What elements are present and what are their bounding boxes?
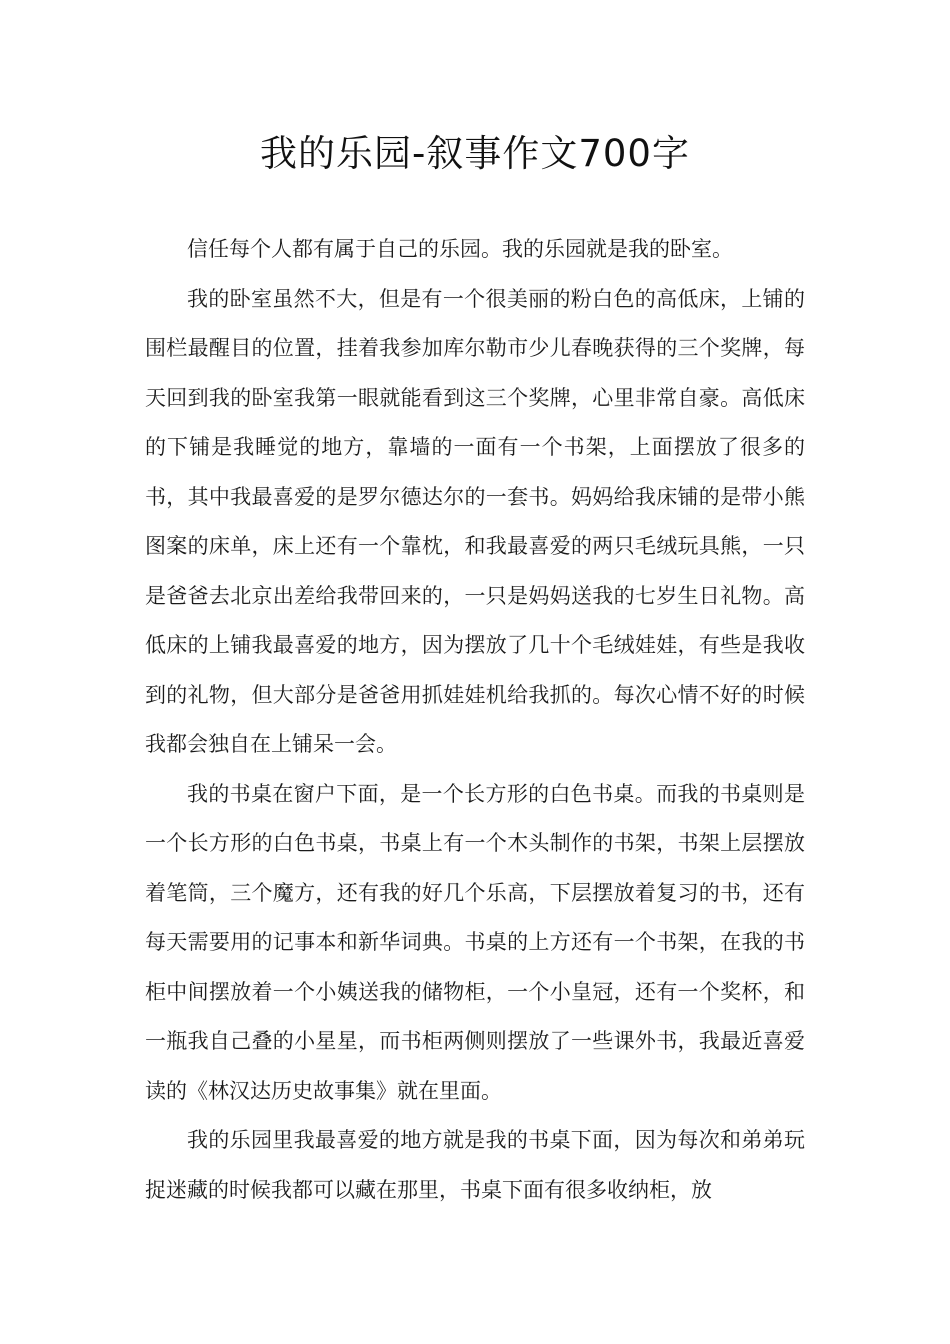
paragraph-4: 我的乐园里我最喜爱的地方就是我的书桌下面，因为每次和弟弟玩捉迷藏的时候我都可以藏在那里，书桌下面有很多收纳柜，放	[145, 1128, 805, 1202]
paragraph-2: 我的卧室虽然不大，但是有一个很美丽的粉白色的高低床，上铺的围栏最醒目的位置，挂着我参加库尔勒市少儿春晚获得的三个奖牌，每天回到我的卧室我第一眼就能看到这三个奖牌，心里非常自豪。高低床的下铺是我睡觉的地方，靠墙的一面有一个书架，上面摆放了很多的书，其中我最喜爱的是罗尔德达尔的一套书。妈妈给我床铺的是带小熊图案的床单，床上还有一个靠枕，和我最喜爱的两只毛绒玩具熊，一只是爸爸去北京出差给我带回来的，一只是妈妈送我的七岁生日礼物。高低床的上铺我最喜爱的地方，因为摆放了几十个毛绒娃娃，有些是我收到的礼物，但大部分是爸爸用抓娃娃机给我抓的。每次心情不好的时候我都会独自在上铺呆一会。	[145, 286, 805, 756]
paragraph-3: 我的书桌在窗户下面，是一个长方形的白色书桌。而我的书桌则是一个长方形的白色书桌，书桌上有一个木头制作的书架，书架上层摆放着笔筒，三个魔方，还有我的好几个乐高，下层摆放着复习的书，还有每天需要用的记事本和新华词典。书桌的上方还有一个书架，在我的书柜中间摆放着一个小姨送我的储物柜，一个小皇冠，还有一个奖杯，和一瓶我自己叠的小星星，而书柜两侧则摆放了一些课外书，我最近喜爱读的《林汉达历史故事集》就在里面。	[145, 781, 805, 1103]
document-body	[145, 225, 805, 1215]
document-title: 我的乐园-叙事作文700字	[260, 132, 690, 175]
paragraph-1: 信任每个人都有属于自己的乐园。我的乐园就是我的卧室。	[187, 237, 733, 261]
